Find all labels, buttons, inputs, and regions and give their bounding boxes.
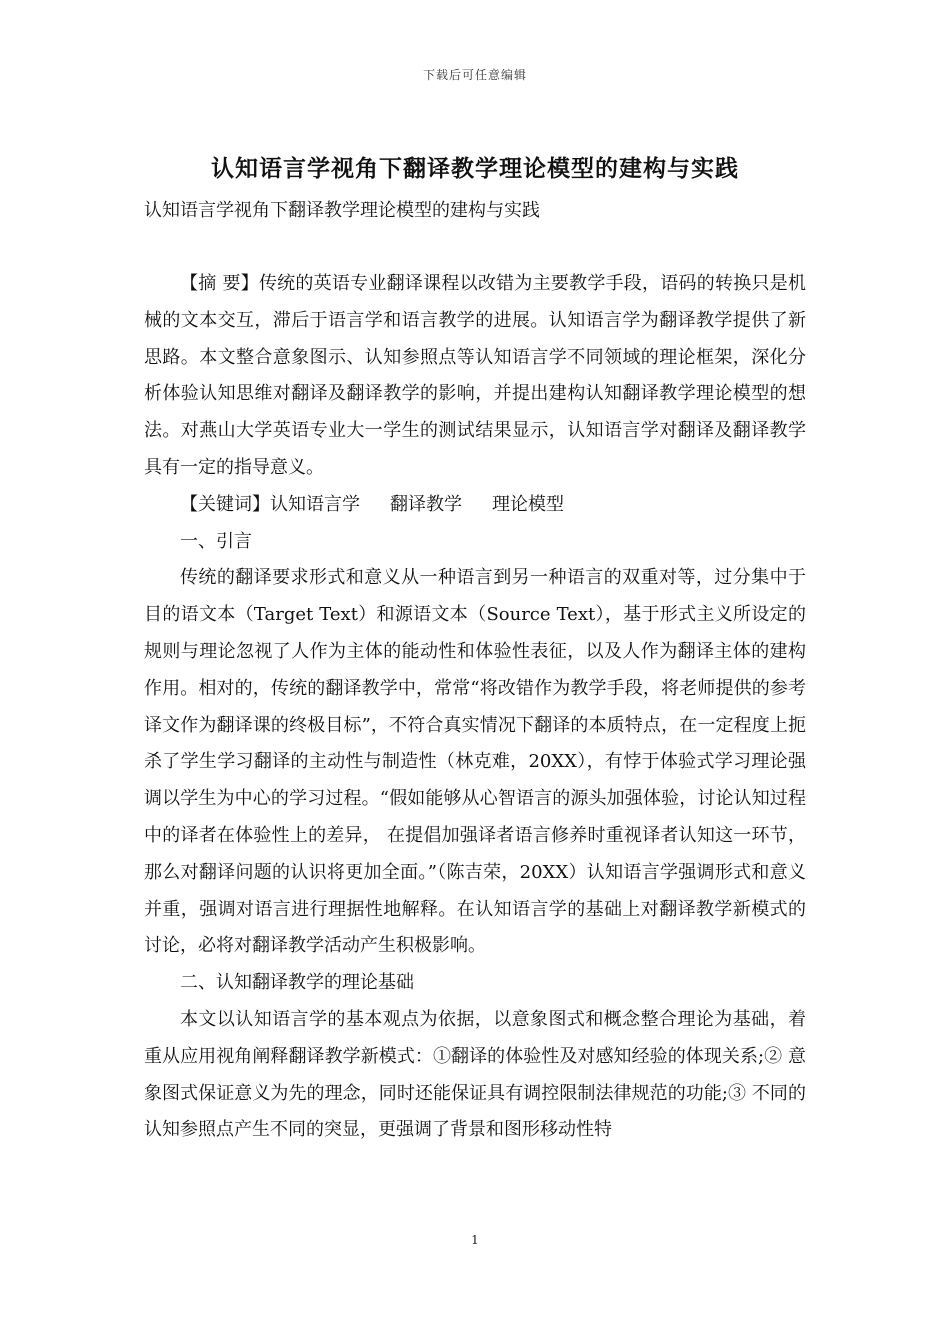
keyword-item: 翻译教学 [390, 493, 462, 515]
document-title: 认知语言学视角下翻译教学理论模型的建构与实践 [211, 155, 739, 182]
keywords-line [144, 487, 806, 524]
document-subtitle: 认知语言学视角下翻译教学理论模型的建构与实践 [144, 200, 540, 221]
keyword-item: 理论模型 [492, 493, 564, 515]
keyword-item: 认知语言学 [270, 493, 360, 515]
document-body [144, 266, 806, 1149]
section-heading-introduction: 一、引言 [180, 530, 252, 552]
page-number: 1 [471, 1233, 479, 1247]
page-header-note: 下载后可任意编辑 [422, 68, 527, 82]
introduction-paragraph: 传统的翻译要求形式和意义从一种语言到另一种语言的双重对等，过分集中于目的语文本（Target Text）和源语文本（Source Text），基于形式主义所设定的规则与理论忽视了人作为主体的能动性和体验性表征，以及人作为翻译主体的建构作用。相对的，传统的翻译教学中，常常“将改错作为教学手段，将老师提供的参考译文作为翻译课的终极目标”，不符合真实情况下翻译的本质特点，在一定程度上扼杀了学生学习翻译的主动性与制造性（林克难，20XX），有悖于体验式学习理论强调以学生为中心的学习过程。“假如能够从心智语言的源头加强体验，讨论认知过程中的译者在体验性上的差异， 在提倡加强译者语言修养时重视译者认知这一环节， 那么对翻译问题的认识将更加全面。”（陈吉荣，20XX）认知语言学强调形式和意义并重，强调对语言进行理据性地解释。在认知语言学的基础上对翻译教学新模式的讨论，必将对翻译教学活动产生积极影响。 [144, 567, 806, 957]
abstract-paragraph: 【摘 要】传统的英语专业翻译课程以改错为主要教学手段，语码的转换只是机械的文本交互，滞后于语言学和语言教学的进展。认知语言学为翻译教学提供了新思路。本文整合意象图示、认知参照点等认知语言学不同领域的理论框架，深化分析体验认知思维对翻译及翻译教学的影响，并提出建构认知翻译教学理论模型的想法。对燕山大学英语专业大一学生的测试结果显示，认知语言学对翻译及翻译教学具有一定的指导意义。 [144, 273, 806, 478]
keywords-label: 【关键词】 [180, 493, 270, 515]
theory-paragraph: 本文以认知语言学的基本观点为依据，以意象图式和概念整合理论为基础，着重从应用视角阐释翻译教学新模式：①翻译的体验性及对感知经验的体现关系;② 意象图式保证意义为先的理念，同时还能保证具有调控限制法律规范的功能;③ 不同的认知参照点产生不同的突显，更强调了背景和图形移动性特 [144, 1008, 806, 1141]
section-heading-theory: 二、认知翻译教学的理论基础 [180, 972, 414, 994]
